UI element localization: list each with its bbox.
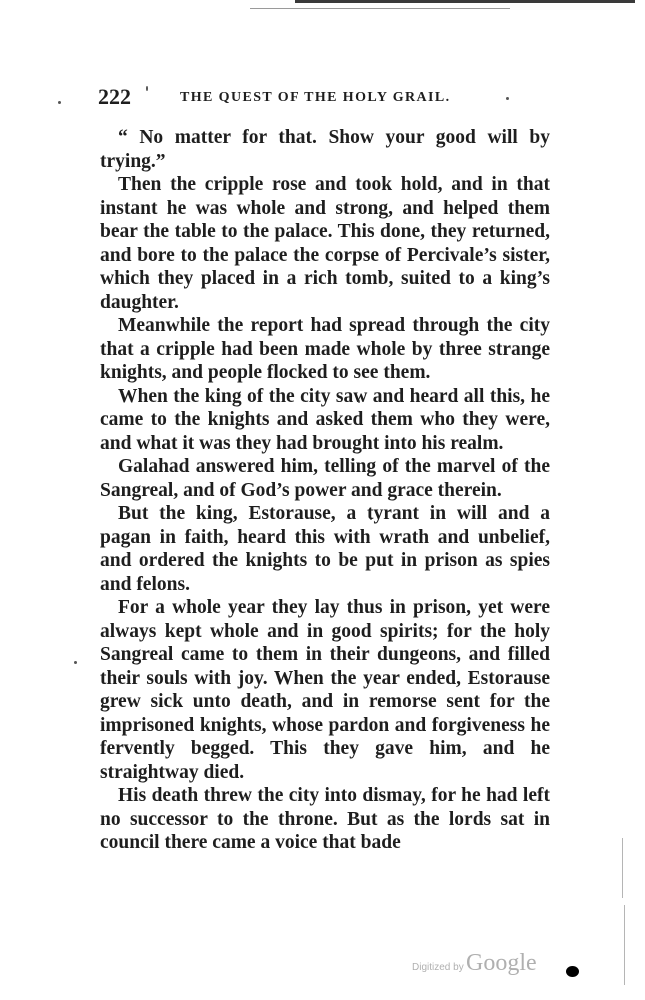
paragraph: His death threw the city into dismay, for he had left no successor to the throne. But as the lords sat in council there came a voice that bade	[100, 785, 550, 853]
scan-speck	[506, 97, 509, 100]
scan-margin-line	[624, 905, 625, 985]
page-number: 222	[98, 84, 131, 109]
scan-edge-rule	[295, 0, 635, 3]
scan-speck	[58, 101, 61, 104]
running-head: THE QUEST OF THE HOLY GRAIL.	[180, 90, 451, 105]
paragraph: “ No matter for that. Show your good will by trying.”	[100, 127, 550, 172]
scan-edge-rule-thin	[250, 8, 510, 9]
scan-margin-line	[622, 838, 623, 898]
ink-blot	[566, 966, 579, 977]
paragraph: When the king of the city saw and heard all this, he came to the knights and asked them who they were, and what it was they had brought into his realm.	[100, 385, 550, 454]
paragraph: Meanwhile the report had spread through the city that a cripple had been made whole by three strange knights, and people flocked to see them.	[100, 315, 550, 383]
digitized-watermark	[412, 950, 572, 980]
scan-speck	[146, 86, 148, 91]
paragraph: Galahad answered him, telling of the marvel of the Sangreal, and of God’s power and grace therein.	[100, 456, 550, 501]
paragraph: Then the cripple rose and took hold, and in that instant he was whole and strong, and helped them bear the table to the palace. This done, they returned, and bore to the palace the corpse of Percivale’s sister, which they placed in a rich tomb, suited to a king’s daughter.	[100, 174, 550, 313]
google-logo: Google	[466, 950, 537, 976]
body-text	[100, 126, 550, 855]
page-header	[98, 84, 558, 114]
paragraph: For a whole year they lay thus in prison, yet were always kept whole and in good spirits; for the holy Sangreal came to them in their dungeons, and filled their souls with joy. When the year ended, Estorause grew sick unto death, and in remorse sent for the imprisoned knights, whose pardon and forgiveness he fervently begged. This they gave him, and he straightway died.	[100, 597, 550, 783]
watermark-prefix: Digitized by	[412, 962, 464, 973]
paragraph: But the king, Estorause, a tyrant in will and a pagan in faith, heard this with wrath and unbelief, and ordered the knights to be put in prison as spies and felons.	[100, 503, 550, 595]
scan-speck	[74, 661, 77, 664]
